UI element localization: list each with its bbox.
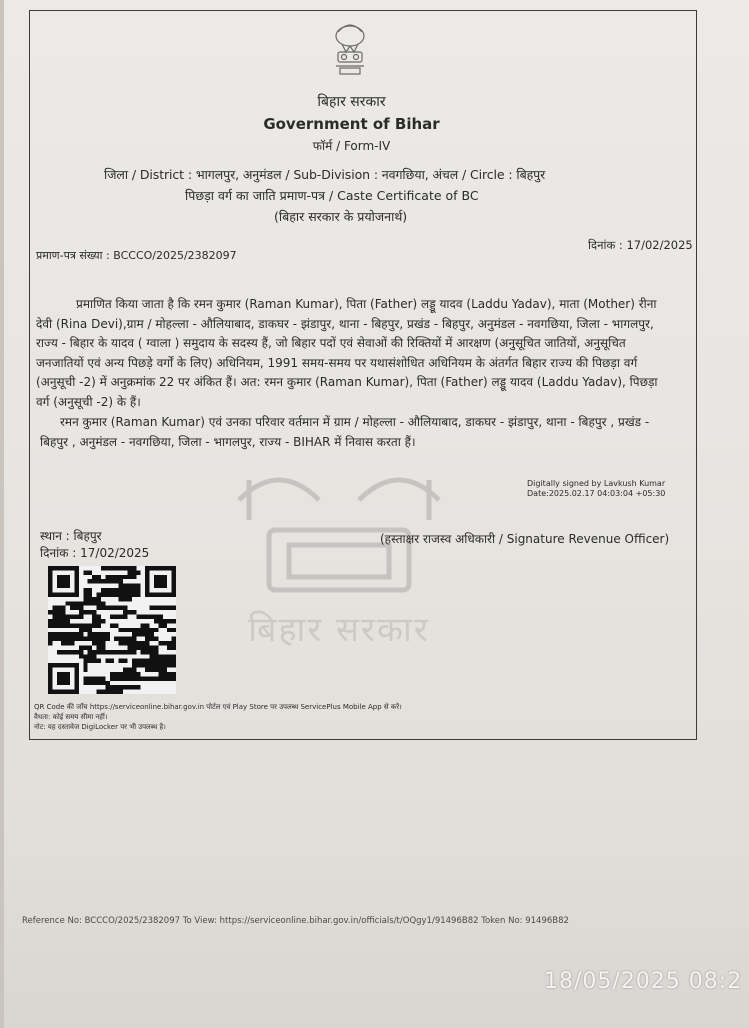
watermark	[219, 460, 459, 660]
purpose-line: (बिहार सरकार के प्रयोजनार्थ)	[274, 209, 408, 224]
qr-code	[48, 566, 176, 694]
gov-hindi-title: बिहार सरकार	[317, 94, 386, 110]
digital-signature	[527, 479, 665, 499]
gov-english-title: Government of Bihar	[263, 115, 440, 133]
certificate-body-para1	[36, 295, 658, 412]
signature-officer-label: (हस्ताक्षर राजस्व अधिकारी / Signature Revenue Officer)	[380, 532, 670, 546]
photo-timestamp: 18/05/2025 08:2	[544, 969, 743, 994]
signature-date: दिनांक : 17/02/2025	[40, 546, 150, 560]
digital-signature-date: Date:2025.02.17 04:03:04 +05:30	[527, 489, 666, 498]
validity-note: वैधता: कोई समय सीमा नहीं।	[34, 713, 108, 721]
para1-line: जनजातियों एवं अन्य पिछड़े वर्गों के लिए) अधिनियम, 1991 समय-समय पर यथासंशोधित अधिनियम के अंतर्गत बिहार राज्य की पिछड़ा वर्ग	[36, 355, 638, 370]
para1-line: देवी (Rina Devi),ग्राम / मोहल्ला - औलियाबाद, डाकघर - झंडापुर, थाना - बिहपुर, प्रखंड - बिहपुर, अनुमंडल - नवगछिया, जिला - भागलपुर,	[36, 316, 654, 331]
para2-line: रमन कुमार (Raman Kumar) एवं उनका परिवार वर्तमान में ग्राम / मोहल्ला - औलियाबाद, डाकघर - झंडापुर, थाना - बिहपुर , प्रखंड -	[60, 415, 650, 429]
form-label: फॉर्म / Form-IV	[312, 139, 391, 153]
certificate-number: प्रमाण-पत्र संख्या : BCCCO/2025/2382097	[36, 249, 237, 262]
para1-line: प्रमाणित किया जाता है कि रमन कुमार (Raman Kumar), पिता (Father) लड्डू यादव (Laddu Yadav), माता (Mother) रीना	[76, 297, 657, 311]
certificate-body-para2	[40, 413, 649, 452]
digilocker-note: नोट: यह दस्तावेज DigiLocker पर भी उपलब्ध है।	[34, 723, 166, 731]
reference-footer: Reference No: BCCCO/2025/2382097 To View: https://serviceonline.bihar.gov.in/officials/t/OQgy1/91496B82 Token No: 91496B82	[22, 916, 569, 926]
certificate-paper	[4, 0, 749, 1028]
location-line: जिला / District : भागलपुर, अनुमंडल / Sub-Division : नवगछिया, अंचल / Circle : बिहपुर	[104, 167, 546, 182]
para1-line: राज्य - बिहार के यादव ( ग्वाला ) समुदाय के सदस्य हैं, जो बिहार पदों एवं सेवाओं की रिक्तियों में आरक्षण (अनुसूचित जातियों, अनुसूचित	[36, 336, 626, 350]
digital-signature-name: Digitally signed by Lavkush Kumar	[527, 479, 666, 488]
qr-notes	[34, 702, 402, 732]
para1-line: वर्ग (अनुसूची -2) के हैं।	[36, 394, 141, 409]
certificate-type-line: पिछड़ा वर्ग का जाति प्रमाण-पत्र / Caste Certificate of BC	[185, 188, 479, 203]
para2-line: बिहपुर , अनुमंडल - नवगछिया, जिला - भागलपुर, राज्य - BIHAR में निवास करता हैं।	[40, 434, 416, 449]
watermark-text: बिहार सरकार	[248, 610, 430, 650]
para1-line: (अनुसूची -2) में अनुक्रमांक 22 पर अंकित हैं। अत: रमन कुमार (Raman Kumar), पिता (Father) लड्डू यादव (Laddu Yadav), पिछड़ा	[36, 375, 658, 389]
issue-date: दिनांक : 17/02/2025	[588, 238, 693, 252]
qr-note: QR Code की जाँच https://serviceonline.bihar.gov.in पोर्टल एवं Play Store पर उपलब्ध ServicePlus Mobile App से करें।	[34, 703, 402, 711]
state-emblem-icon	[326, 22, 374, 80]
place-label: स्थान : बिहपुर	[40, 529, 102, 543]
